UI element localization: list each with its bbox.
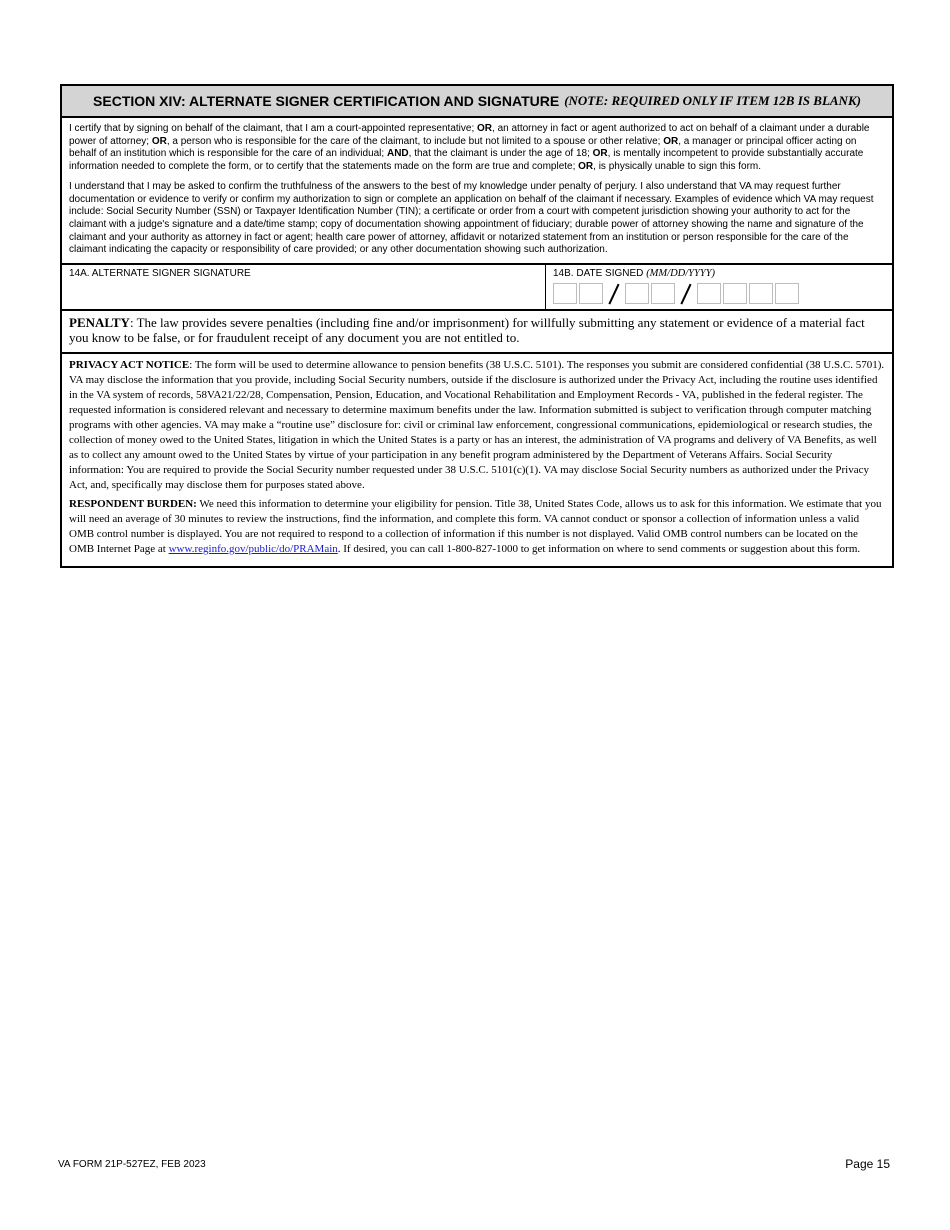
certification-paragraph-2: I understand that I may be asked to confirm the truthfulness of the answers to the best of my knowledge under penalty of perjury. I also understand that VA may request further documentation or evidence to verify or confirm my authorization to sign or complete an application on behalf of the claimant if necessary. Examples of evidence which VA may request include: Social Security Number (SSN) or Taxpayer Identification Number (TIN); a certificate or order from a court with competent jurisdiction showing your authority to act for the claimant with a judge's signature and a date/time stamp; copy of documentation showing appointment of fiduciary; durable power of attorney showing the name and signature of the claimant and your authority as attorney in fact or agent; health care power of attorney, affidavit or notarized statement from an institution or person responsible for the care of the claimant indicating the capacity or responsibility of care provided; or any other documentation showing such authorization. xyxy=(69,180,874,256)
year-digit-3-box[interactable] xyxy=(749,283,773,304)
penalty-label: PENALTY xyxy=(69,315,130,331)
cert-or: OR xyxy=(151,135,167,147)
page-number: Page 15 xyxy=(845,1157,890,1171)
year-digit-2-box[interactable] xyxy=(723,283,747,304)
cert-text: , is physically unable to sign this form. xyxy=(593,161,762,173)
date-slash xyxy=(677,282,695,304)
privacy-and-burden xyxy=(62,354,892,566)
year-digit-1-box[interactable] xyxy=(697,283,721,304)
signature-row xyxy=(62,265,892,311)
burden-text-end: . If desired, you can call 1-800-827-1000 to get information on where to send comments or suggestion about this form. xyxy=(337,543,861,556)
date-format-hint: (MM/DD/YYYY) xyxy=(646,268,716,280)
cert-and: AND xyxy=(386,148,409,160)
signature-label: 14A. ALTERNATE SIGNER SIGNATURE xyxy=(69,268,251,280)
penalty-notice xyxy=(62,311,892,354)
cert-text: , a person who is responsible for the care of the claimant, to include but not limited to a spouse or other relative; xyxy=(166,135,664,147)
cert-text: , is mentally incompetent to provide substantially accurate information needed to complete the form, or to certify that the statements made on the form are true and complete; xyxy=(69,148,864,173)
cert-text: , a manager or principal officer acting on behalf of an institution which is responsible for the care of an individual; xyxy=(69,135,857,160)
privacy-label: PRIVACY ACT NOTICE xyxy=(69,359,190,372)
date-signed-label: 14B. DATE SIGNED xyxy=(553,268,647,280)
respondent-burden xyxy=(69,497,885,557)
cert-text: , an attorney in fact or agent authorized to act on behalf of a claimant under a durable power of attorney; xyxy=(69,123,870,147)
cert-or: OR xyxy=(477,123,493,134)
certification-text xyxy=(62,118,892,265)
section-title: SECTION XIV: ALTERNATE SIGNER CERTIFICATION AND SIGNATURE xyxy=(93,93,560,109)
month-digit-2-box[interactable] xyxy=(579,283,603,304)
year-digit-4-box[interactable] xyxy=(775,283,799,304)
date-input-group xyxy=(553,282,885,304)
cert-or: OR xyxy=(663,135,679,147)
day-digit-1-box[interactable] xyxy=(625,283,649,304)
date-slash xyxy=(605,282,623,304)
form-id: VA FORM 21P-527EZ, FEB 2023 xyxy=(58,1159,206,1170)
day-digit-2-box[interactable] xyxy=(651,283,675,304)
privacy-act-notice xyxy=(69,358,885,493)
date-signed-field-14b xyxy=(546,265,892,309)
cert-text: I certify that by signing on behalf of the claimant, that I am a court-appointed representative; xyxy=(69,123,478,134)
cert-or: OR xyxy=(592,148,608,160)
month-digit-1-box[interactable] xyxy=(553,283,577,304)
omb-link[interactable]: www.reginfo.gov/public/do/PRAMain xyxy=(168,543,338,556)
alternate-signer-section xyxy=(60,84,894,568)
cert-or: OR xyxy=(578,161,594,173)
section-note: (NOTE: REQUIRED ONLY IF ITEM 12B IS BLANK) xyxy=(564,93,861,108)
section-header xyxy=(62,86,892,118)
signature-field-14a[interactable] xyxy=(62,265,546,309)
penalty-text: : The law provides severe penalties (including fine and/or imprisonment) for willfully submitting any statement or evidence of a material fact you know to be false, or for fraudulent receipt of any document you are not entitled to. xyxy=(69,315,865,346)
cert-text: , that the claimant is under the age of 18; xyxy=(408,148,593,160)
burden-text: We need this information to determine your eligibility for pension. Title 38, United States Code, allows us to ask for this information. We estimate that you will need an average of 30 minutes to review the instructions, find the information, and complete this form. VA cannot conduct or sponsor a collection of information unless a valid OMB control number is displayed. You are not required to respond to a collection of information if this number is not displayed. Valid OMB control numbers can be located on the OMB Internet Page at xyxy=(69,498,882,556)
burden-label: RESPONDENT BURDEN: xyxy=(69,498,197,511)
certification-paragraph-1 xyxy=(69,123,885,174)
privacy-text: : The form will be used to determine allowance to pension benefits (38 U.S.C. 5101). The responses you submit are considered confidential (38 U.S.C. 5701). VA may disclose the information that you provide, including Social Security numbers, outside if the disclosure is authorized under the Privacy Act, including the routine uses identified in the VA system of records, 58VA21/22/28, Compensation, Pension, Education, and Vocational Rehabilitation and Employment Records - VA, published in the federal register. The requested information is considered relevant and necessary to determine maximum benefits under the law. Information submitted is subject to verification through computer matching programs with other agencies. VA may make a “routine use” disclosure for: civil or criminal law enforcement, congressional communications, epidemiological or research studies, the collection of money owed to the United States, litigation in which the United States is a party or has an interest, the administration of VA programs and delivery of VA Benefits, as well as to collect any amount owed to the United States by virtue of your participation in any benefit program administered by the Department of Veterans Affairs. Social Security information: You are required to provide the Social Security number requested under 38 U.S.C. 5101(c)(1). VA may disclose Social Security numbers as authorized under the Privacy Act, and, specifically may disclose them for purposes stated above. xyxy=(69,359,885,492)
